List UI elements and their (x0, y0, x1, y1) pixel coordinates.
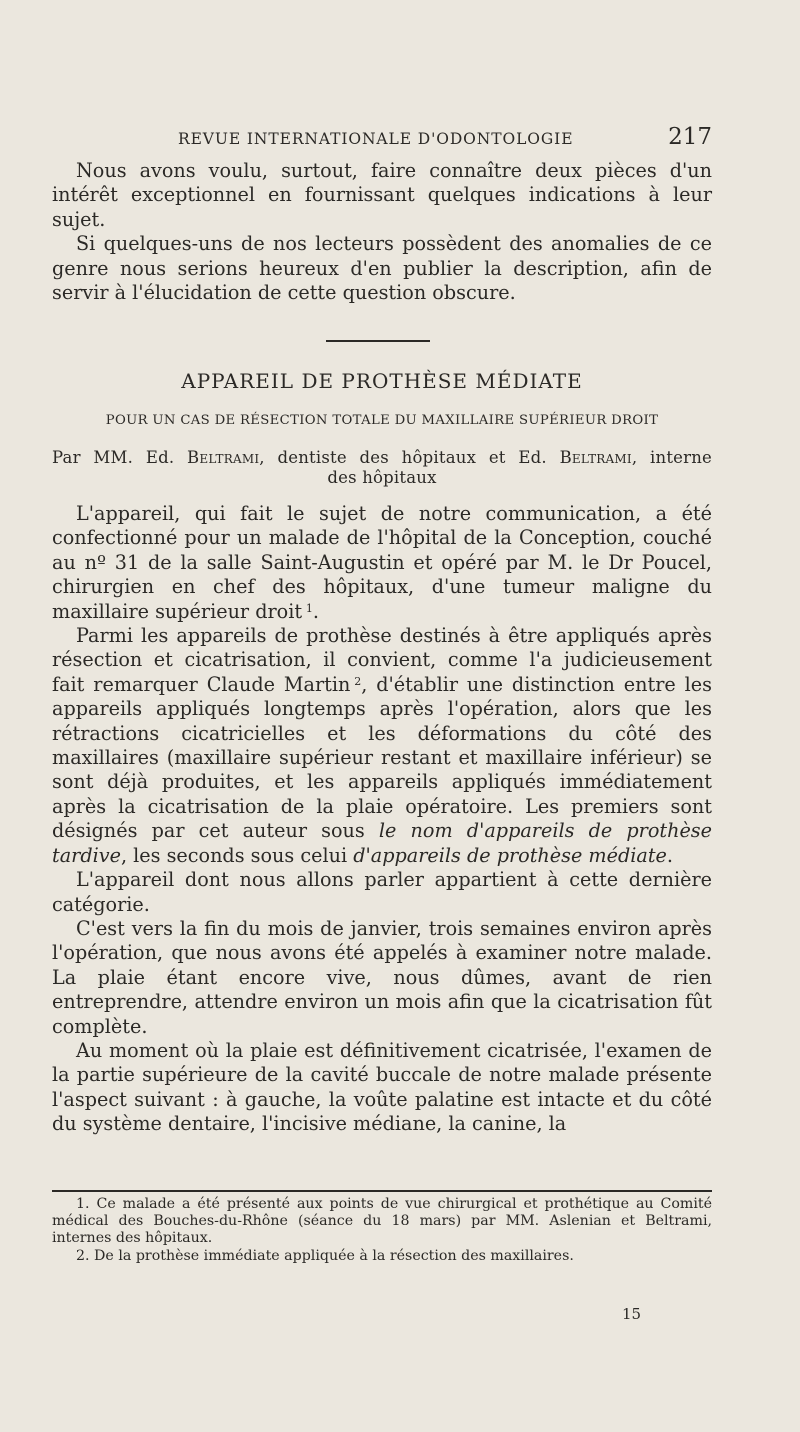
footnote-ref: 1 (305, 601, 313, 615)
footnote-ref: 2 (354, 674, 362, 688)
article-authors (52, 448, 712, 488)
authors-line (52, 448, 712, 468)
article-subtitle: POUR UN CAS DE RÉSECTION TOTALE DU MAXILLAIRE SUPÉRIEUR DROIT (105, 413, 659, 428)
body-text-run: . (666, 843, 674, 867)
body-paragraph: Au moment où la plaie est définitivement cicatrisée, l'examen de la partie supérieure de la cavité buccale de notre malade présente l'aspect suivant : à gauche, la voûte palatine est intacte et du côté du système dentaire, l'incisive médiane, la canine, la (52, 1038, 712, 1136)
intro-paragraph: Nous avons voulu, surtout, faire connaître deux pièces d'un intérêt exceptionnel en fournissant quelques indications à leur sujet. (52, 159, 712, 231)
authors-prefix: Par MM. Ed. (52, 448, 175, 467)
author-name: Beltrami (559, 448, 632, 467)
author-role: , dentiste des hôpitaux et Ed. (259, 448, 547, 467)
signature-mark: 15 (622, 1305, 642, 1323)
body-text-run: , les seconds sous celui (120, 843, 348, 867)
intro-paragraph: Si quelques-uns de nos lecteurs possèdent des anomalies de ce genre nous serions heureux d'en publier la description, afin de servir à l'élucidation de cette question obscure. (52, 232, 712, 305)
body-text-run: . (312, 599, 320, 623)
intro-text (52, 159, 712, 305)
page-number: 217 (668, 124, 712, 150)
body-text-run: , d'établir une distinction entre les appareils appliqués longtemps après l'opération, alors que les rétractions cicatricielles et les déformations du côté des maxillaires (maxillaire supérieur restant et maxillaire inférieur) se sont déjà produites, et les appareils appliqués immédiatement après la cicatrisation de la plaie opératoire. Les premiers sont désignés par cet auteur sous (52, 672, 713, 843)
footnote-rule (52, 1190, 712, 1192)
running-title: REVUE INTERNATIONALE D'ODONTOLOGIE (178, 130, 574, 148)
body-paragraph (52, 624, 712, 868)
footnote: 2. De la prothèse immédiate appliquée à la résection des maxillaires. (76, 1247, 574, 1264)
italic-term: d'appareils de prothèse médiate (353, 843, 667, 867)
author-role: , interne (631, 448, 713, 467)
running-header (52, 126, 712, 152)
italic-term: le nom d'appareils de prothèse tardive (52, 819, 712, 867)
section-divider (326, 340, 430, 342)
footnotes (52, 1196, 712, 1265)
body-paragraph: C'est vers la fin du mois de janvier, trois semaines environ après l'opération, que nous avons été appelés à examiner notre malade. La plaie étant encore vive, nous dûmes, avant de rien entreprendre, attendre environ un mois afin que la cicatrisation fût complète. (52, 916, 712, 1038)
author-name: Beltrami (187, 448, 260, 467)
body-text-run: Parmi les appareils de prothèse destinés à être appliqués après résection et cicatrisation, il convient, comme l'a judicieusement fait remarquer Claude Martin (52, 624, 712, 696)
footnote: 1. Ce malade a été présenté aux points de vue chirurgical et prothétique au Comité médical des Bouches-du-Rhône (séance du 18 mars) par MM. Aslenian et Beltrami, internes des hôpitaux. (52, 1196, 712, 1247)
author-role-continued: des hôpitaux (327, 468, 437, 487)
article-title: APPAREIL DE PROTHÈSE MÉDIATE (181, 369, 583, 393)
article-body (52, 502, 712, 1137)
body-paragraph: L'appareil dont nous allons parler appartient à cette dernière catégorie. (52, 868, 712, 916)
body-text-run: L'appareil, qui fait le sujet de notre communication, a été confectionné pour un malade de l'hôpital de la Conception, couché au nº 31 de la salle Saint-Augustin et opéré par M. le Dr Poucel, chirurgien en chef des hôpitaux, d'une tumeur maligne du maxillaire supérieur droit (52, 502, 712, 623)
body-paragraph (52, 502, 712, 624)
